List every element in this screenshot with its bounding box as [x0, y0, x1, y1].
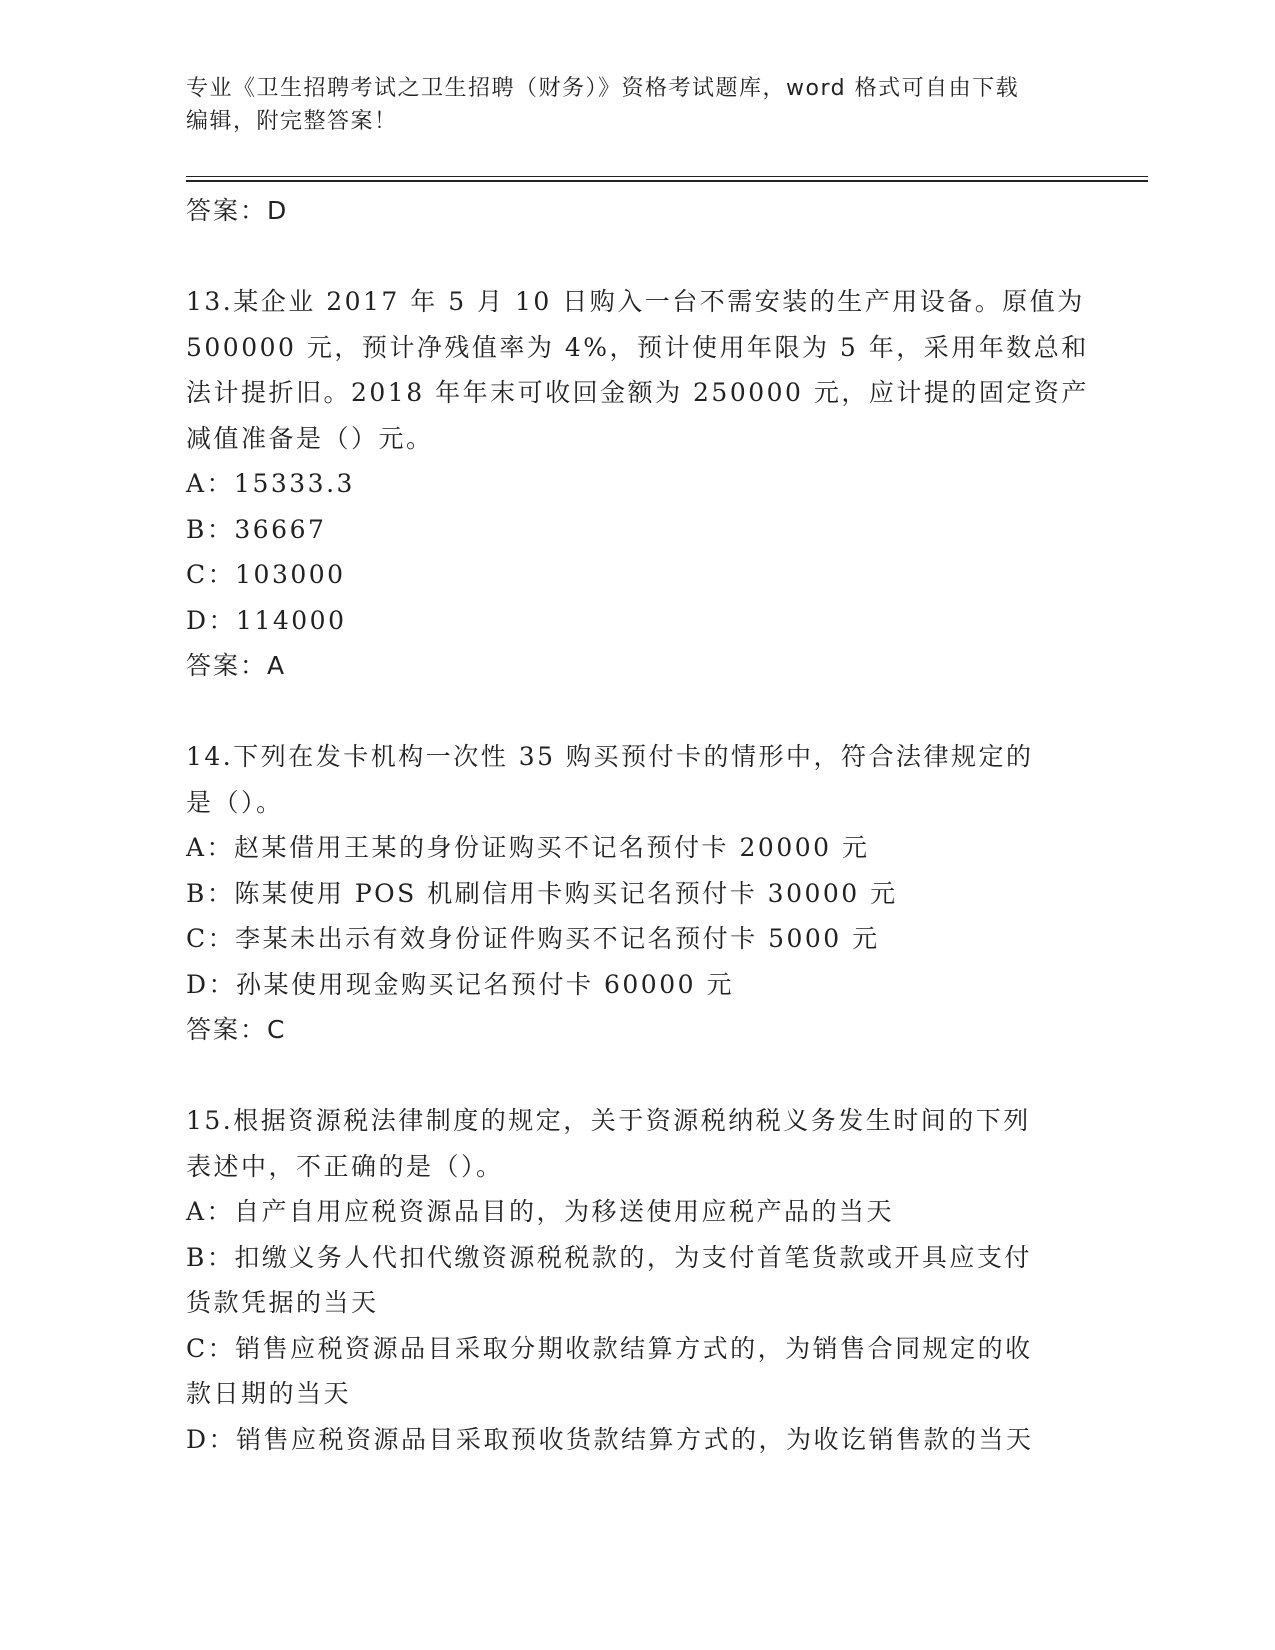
- option-a: A：15333.3: [186, 469, 355, 498]
- question-stem-line: 减值准备是（）元。: [186, 423, 434, 453]
- answer-previous: 答案：D: [186, 196, 289, 225]
- option-b: B：36667: [186, 514, 327, 544]
- question-13: [186, 279, 1089, 689]
- answer-13: 答案：A: [186, 651, 287, 680]
- option-b: B：陈某使用 POS 机刷信用卡购买记名预付卡 30000 元: [186, 878, 898, 908]
- document-header: [186, 72, 1066, 138]
- answer-14: 答案：C: [186, 1015, 287, 1044]
- option-c-continued: 款日期的当天: [186, 1379, 352, 1408]
- question-stem-line: 13.某企业 2017 年 5 月 10 日购入一台不需安装的生产用设备。原值为: [186, 287, 1085, 316]
- option-c: C：103000: [186, 560, 346, 589]
- header-divider-thick: [186, 180, 1148, 182]
- spacer: [186, 689, 1086, 735]
- question-stem-line: 500000 元，预计净残值率为 4%，预计使用年限为 5 年，采用年数总和: [186, 332, 1089, 362]
- question-14: [186, 734, 1086, 1053]
- header-line-2: 编辑，附完整答案！: [186, 109, 398, 134]
- option-a: A：赵某借用王某的身份证购买不记名预付卡 20000 元: [186, 833, 870, 862]
- option-d: D：114000: [186, 605, 347, 635]
- option-d: D：销售应税资源品目采取预收货款结算方式的，为收讫销售款的当天: [186, 1424, 1034, 1454]
- option-b: B：扣缴义务人代扣代缴资源税税款的，为支付首笔货款或开具应支付: [186, 1242, 1032, 1272]
- option-c: C：李某未出示有效身份证件购买不记名预付卡 5000 元: [186, 924, 880, 953]
- option-a: A：自产自用应税资源品目的，为移送使用应税产品的当天: [186, 1197, 895, 1226]
- question-stem-line: 15.根据资源税法律制度的规定，关于资源税纳税义务发生时间的下列: [186, 1106, 1031, 1135]
- question-stem-line: 14.下列在发卡机构一次性 35 购买预付卡的情形中，符合法律规定的: [186, 742, 1034, 771]
- question-content: [186, 188, 1089, 1462]
- question-stem-line: 是（）。: [186, 787, 284, 817]
- header-line-1: 专业《卫生招聘考试之卫生招聘（财务）》资格考试题库，word 格式可自由下载: [186, 76, 1020, 101]
- header-divider-thin: [186, 176, 1148, 177]
- question-stem-line: 表述中，不正确的是（）。: [186, 1151, 504, 1181]
- option-c: C：销售应税资源品目采取分期收款结算方式的，为销售合同规定的收: [186, 1333, 1033, 1363]
- spacer: [186, 1053, 1086, 1099]
- option-d: D：孙某使用现金购买记名预付卡 60000 元: [186, 969, 734, 999]
- question-stem-line: 法计提折旧。2018 年年末可收回金额为 250000 元，应计提的固定资产: [186, 378, 1089, 407]
- question-15: [186, 1098, 1086, 1462]
- spacer: [186, 234, 1086, 280]
- option-b-continued: 货款凭据的当天: [186, 1288, 379, 1317]
